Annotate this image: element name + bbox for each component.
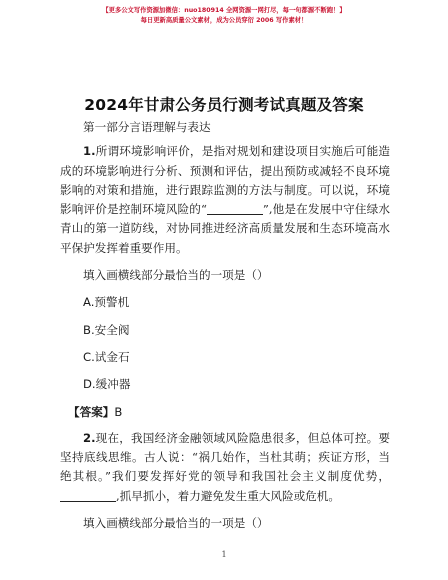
question-1-answer — [60, 403, 390, 422]
question-2-prompt: 填入画横线部分最恰当的一项是（） — [83, 516, 269, 531]
answer-label: 【答案】 — [68, 404, 115, 419]
promo-banner-line-1: 【更多公文写作资源加微信：nuo180914 全网资源一网打尽，每一句都源不断跑！】 — [102, 7, 346, 14]
question-1-prompt: 填入画横线部分最恰当的一项是（） — [83, 268, 269, 283]
document-body — [60, 118, 390, 541]
option-b — [60, 321, 390, 340]
question-1-text-part-1: 所谓环境影响评价，是指对规划和建设项目实施后可能造成的环境影响进行分析、预测和评估，提出预防或减轻不良环境影响的对策和措施，进行跟踪监测的方法与制度。可以说，环境影响评价是控制环境风险的“ — [60, 144, 390, 217]
section-heading: 第一部分言语理解与表达 — [83, 120, 211, 134]
answer-value: B — [114, 404, 123, 419]
question-2-number: 2. — [83, 430, 96, 445]
question-1-stem — [60, 142, 390, 258]
answer-blank — [60, 489, 116, 502]
option-d — [60, 375, 390, 394]
promo-banner — [0, 6, 448, 26]
option-c-letter: C. — [83, 349, 95, 364]
question-1-number: 1. — [83, 144, 96, 159]
question-2-stem — [60, 429, 390, 506]
question-2-text-part-2: ,抓早抓小，着力避免发生重大风险或危机。 — [116, 488, 340, 503]
document-title: 2024年甘肃公务员行测考试真题及答案 — [84, 96, 364, 114]
promo-banner-line-2: 每日更新高质量公文素材，成为公员穿衍 2006 写作素材！ — [140, 17, 308, 24]
option-d-letter: D. — [83, 377, 96, 392]
question-2-text-part-1: 现在，我国经济金融领域风险隐患很多，但总体可控。要坚持底线思维。古人说：“祸几始作，当杜其萌；疾证方形，当绝其根。”我们要发挥好党的领导和我国社会主义制度优势， — [60, 430, 390, 484]
page-number: 1 — [221, 550, 227, 559]
option-a — [60, 293, 390, 312]
option-b-letter: B. — [83, 322, 95, 337]
option-c — [60, 348, 390, 367]
option-a-letter: A. — [83, 295, 95, 310]
option-c-text: 试金石 — [94, 349, 130, 364]
option-b-text: 安全阀 — [94, 322, 130, 337]
question-1-text-part-2: ”,他是在发展中守住绿水青山的第一道防线，对协同推进经济高质量发展和生态环境高水平保护发挥着重要作用。 — [60, 202, 390, 255]
option-d-text: 缓冲器 — [95, 377, 131, 392]
answer-blank — [207, 202, 263, 215]
option-a-text: 预警机 — [94, 295, 130, 310]
